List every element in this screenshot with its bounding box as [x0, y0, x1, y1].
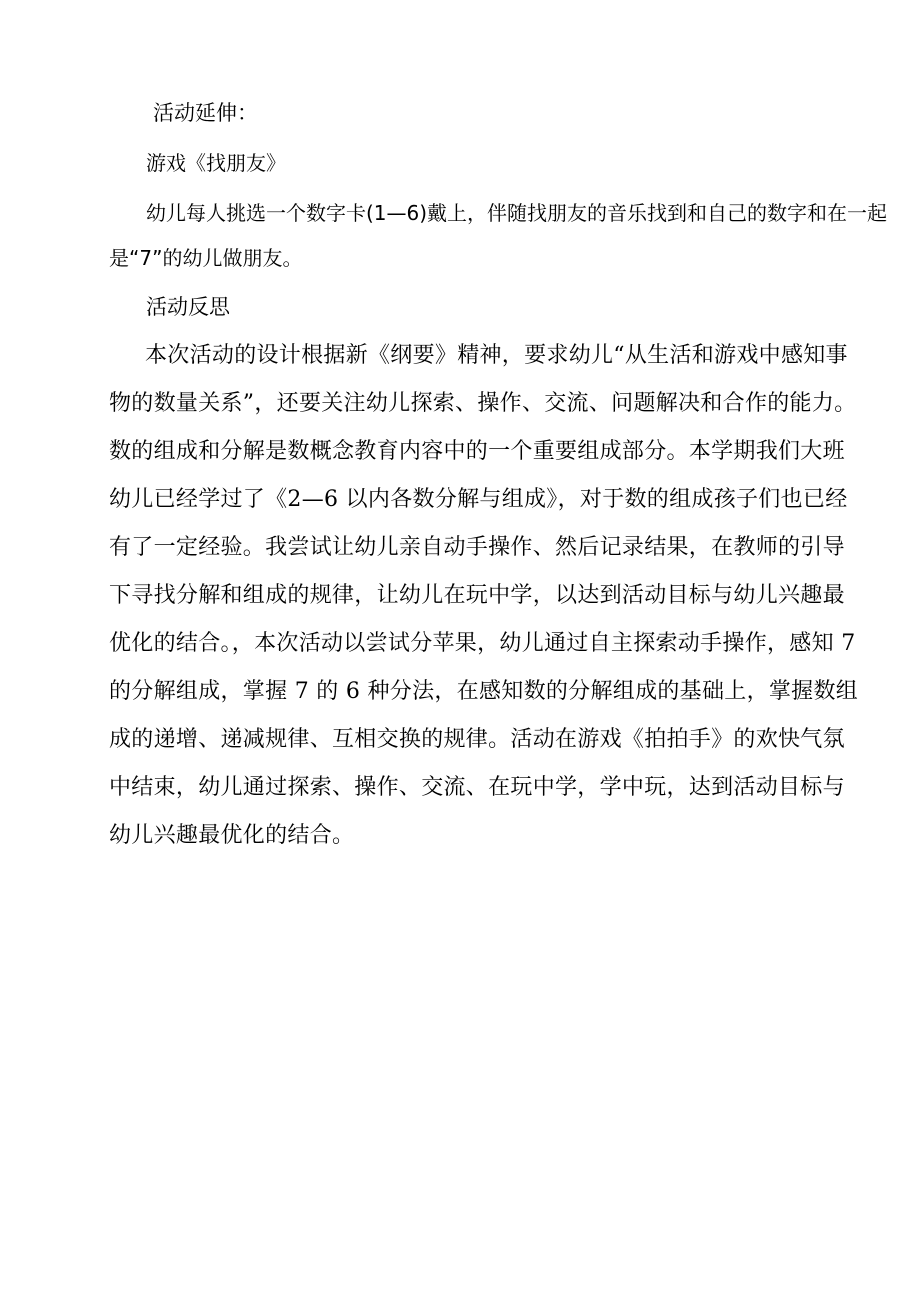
reflection-line: 数的组成和分解是数概念教育内容中的一个重要组成部分。本学期我们大班 — [109, 439, 845, 464]
reflection-line: 本次活动的设计根据新《纲要》精神，要求幼儿“从生活和游戏中感知事 — [145, 343, 848, 368]
reflection-line: 幼儿兴趣最优化的结合。 — [109, 823, 355, 848]
game-description-line: 幼儿每人挑选一个数字卡(1—6)戴上，伴随找朋友的音乐找到和自己的数字和在一起 — [146, 201, 888, 225]
reflection-line: 有了一定经验。我尝试让幼儿亲自动手操作、然后记录结果，在教师的引导 — [109, 535, 845, 560]
reflection-line: 中结束，幼儿通过探索、操作、交流、在玩中学，学中玩，达到活动目标与 — [109, 775, 845, 800]
reflection-line: 下寻找分解和组成的规律，让幼儿在玩中学，以达到活动目标与幼儿兴趣最 — [109, 583, 845, 608]
reflection-line: 物的数量关系”，还要关注幼儿探索、操作、交流、问题解决和合作的能力。 — [109, 391, 857, 416]
reflection-heading: 活动反思 — [146, 295, 230, 319]
reflection-line: 幼儿已经学过了《2—6 以内各数分解与组成》，对于数的组成孩子们也已经 — [109, 487, 848, 512]
reflection-line: 的分解组成，掌握 7 的 6 种分法，在感知数的分解组成的基础上，掌握数组 — [109, 679, 859, 704]
extension-heading: 活动延伸： — [153, 101, 258, 125]
game-description-line: 是“7”的幼儿做朋友。 — [109, 246, 303, 270]
game-title: 游戏《找朋友》 — [146, 151, 286, 175]
reflection-line: 优化的结合。，本次活动以尝试分苹果，幼儿通过自主探索动手操作，感知 7 — [109, 631, 856, 656]
reflection-line: 成的递增、递减规律、互相交换的规律。活动在游戏《拍拍手》的欢快气氛 — [109, 727, 845, 752]
